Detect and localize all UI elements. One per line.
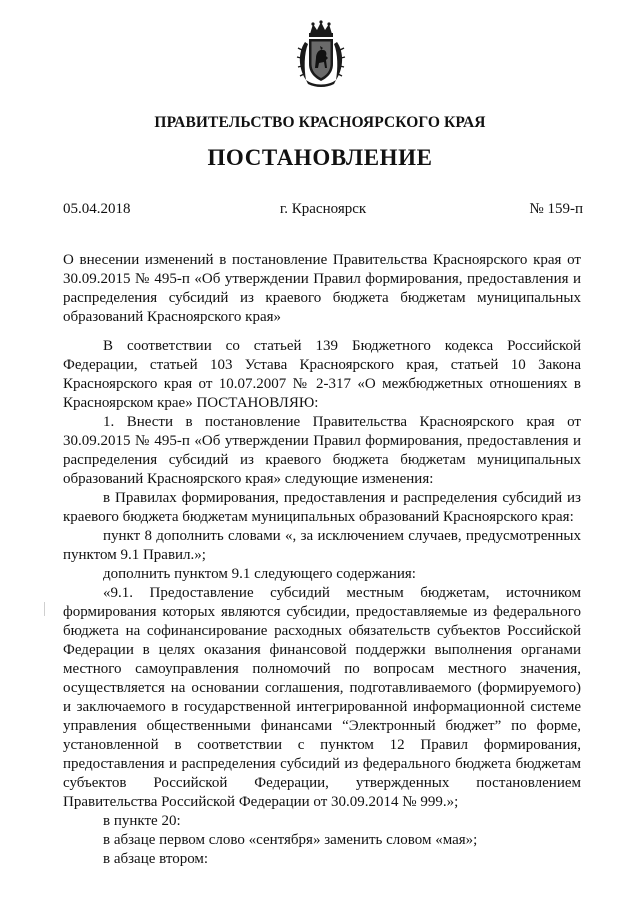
preamble-paragraph: В соответствии со статьей 139 Бюджетного кодекса Российской Федерации, статьей 103 Устава Красноярского края, статьей 10 Закона Красноярского края от 10.07.2007 № 2-317 «О межбюджетных отношениях в Красноярском крае» ПОСТАНОВЛЯЮ: <box>63 338 581 411</box>
body-paragraph: пункт 8 дополнить словами «, за исключением случаев, предусмотренных пунктом 9.1 Правил.»; <box>63 528 581 563</box>
document-body <box>63 337 581 869</box>
document-date: 05.04.2018 <box>63 201 131 217</box>
document-city: г. Красноярск <box>279 201 367 217</box>
document-subject: О внесении изменений в постановление Правительства Красноярского края от 30.09.2015 № 495-п «Об утверждении Правил формирования, предоставления и распределения субсидий из краевого бюджета бюджетам муниципальных образований Красноярского края» <box>63 252 581 325</box>
body-paragraph: «9.1. Предоставление субсидий местным бюджетам, источником формирования которых являются субсидии, предоставляемые из федерального бюджета на софинансирование расходных обязательств субъектов Российской Федерации в целях оказания финансовой поддержки выполнения органами местного самоуправления полномочий по вопросам местного значения, осуществляется на основании соглашения, подготавливаемого (формируемого) и заключаемого в государственной интегрированной информационной системе управления общественными финансами “Электронный бюджет” по форме, установленной в соответствии с пунктом 12 Правил формирования, предоставления и распределения субсидий из федерального бюджета бюджетам субъектов Российской Федерации, утвержденных постановлением Правительства Российской Федерации от 30.09.2014 № 999.»; <box>63 585 581 810</box>
coat-of-arms-icon <box>296 20 346 88</box>
document-type-title: ПОСТАНОВЛЕНИЕ <box>207 145 433 170</box>
body-paragraph: в абзаце втором: <box>103 851 209 867</box>
body-paragraph: 1. Внести в постановление Правительства Красноярского края от 30.09.2015 № 495-п «Об утверждении Правил формирования, предоставления и распределения субсидий из краевого бюджета бюджетам муниципальных образований Красноярского края» следующие изменения: <box>63 414 581 487</box>
body-paragraph: дополнить пунктом 9.1 следующего содержания: <box>103 566 416 582</box>
body-paragraph: в абзаце первом слово «сентября» заменить словом «мая»; <box>103 832 478 848</box>
document-meta-row <box>63 201 583 219</box>
body-paragraph: в Правилах формирования, предоставления и распределения субсидий из краевого бюджета бюджетам муниципальных образований Красноярского края: <box>63 490 581 525</box>
body-paragraph: в пункте 20: <box>103 813 181 829</box>
scan-margin-mark <box>44 602 45 616</box>
government-name: ПРАВИТЕЛЬСТВО КРАСНОЯРСКОГО КРАЯ <box>154 114 486 131</box>
document-number: № 159-п <box>529 201 583 217</box>
